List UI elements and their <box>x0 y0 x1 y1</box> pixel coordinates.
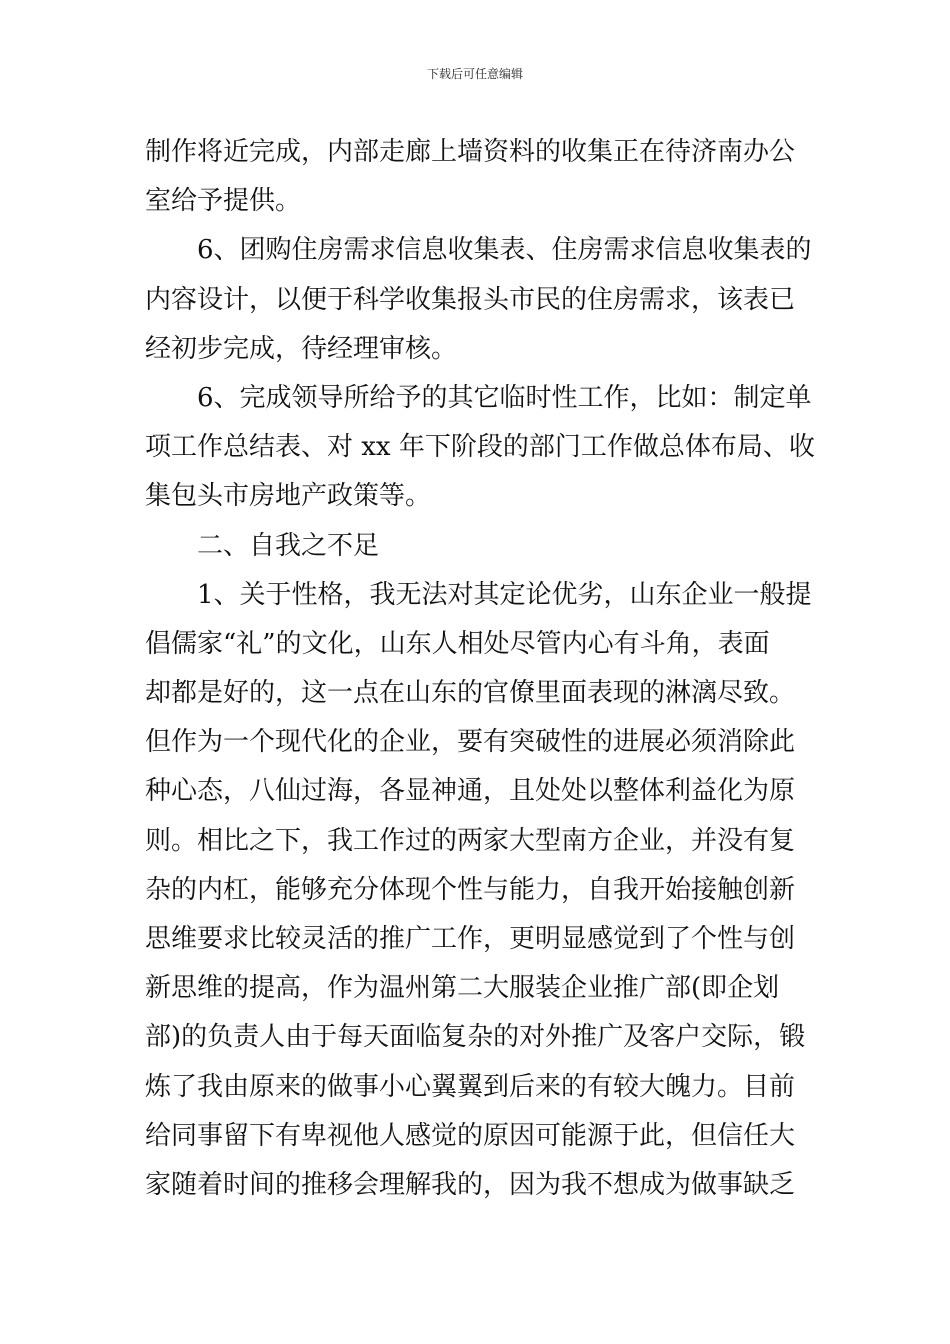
text-line: 但作为一个现代化的企业，要有突破性的进展必须消除此 <box>145 727 796 758</box>
text-line: 制作将近完成，内部走廊上墙资料的收集正在待济南办公 <box>145 137 796 167</box>
text-line: 二、自我之不足 <box>197 530 380 561</box>
text-line: 新思维的提高，作为温州第二大服装企业推广部(即企划 <box>145 973 780 1004</box>
text-line: 则。相比之下，我工作过的两家大型南方企业，并没有复 <box>145 825 796 856</box>
text-line: 6、完成领导所给予的其它临时性工作，比如：制定单 <box>197 382 812 413</box>
document-body <box>145 128 815 1210</box>
text-line: 炼了我由原来的做事小心翼翼到后来的有较大魄力。目前 <box>145 1071 796 1102</box>
text-line: 倡儒家“礼”的文化，山东人相处尽管内心有斗角，表面 <box>145 628 770 659</box>
text-line: 经初步完成，待经理审核。 <box>145 333 458 364</box>
text-line: 给同事留下有卑视他人感觉的原因可能源于此，但信任大 <box>145 1120 796 1151</box>
text-line: 6、团购住房需求信息收集表、住房需求信息收集表的 <box>197 235 812 266</box>
text-line: 1、关于性格，我无法对其定论优劣，山东企业一般提 <box>197 579 812 610</box>
text-line: 项工作总结表、对 xx 年下阶段的部门工作做总体布局、收 <box>145 432 815 463</box>
page-header: 下载后可任意编辑 <box>426 67 523 81</box>
text-line: 室给予提供。 <box>145 186 302 217</box>
text-line: 杂的内杠，能够充分体现个性与能力，自我开始接触创新 <box>145 874 796 905</box>
text-line: 却都是好的，这一点在山东的官僚里面表现的淋漓尽致。 <box>145 678 796 709</box>
text-line: 内容设计，以便于科学收集报头市民的住房需求，该表已 <box>145 284 796 315</box>
text-line: 思维要求比较灵活的推广工作，更明显感觉到了个性与创 <box>145 924 796 954</box>
text-line: 家随着时间的推移会理解我的，因为我不想成为做事缺乏 <box>145 1169 796 1200</box>
text-line: 集包头市房地产政策等。 <box>145 481 432 512</box>
text-line: 部)的负责人由于每天面临复杂的对外推广及客户交际，锻 <box>145 1022 806 1053</box>
text-line: 种心态，八仙过海，各显神通，且处处以整体利益化为原 <box>145 776 796 807</box>
